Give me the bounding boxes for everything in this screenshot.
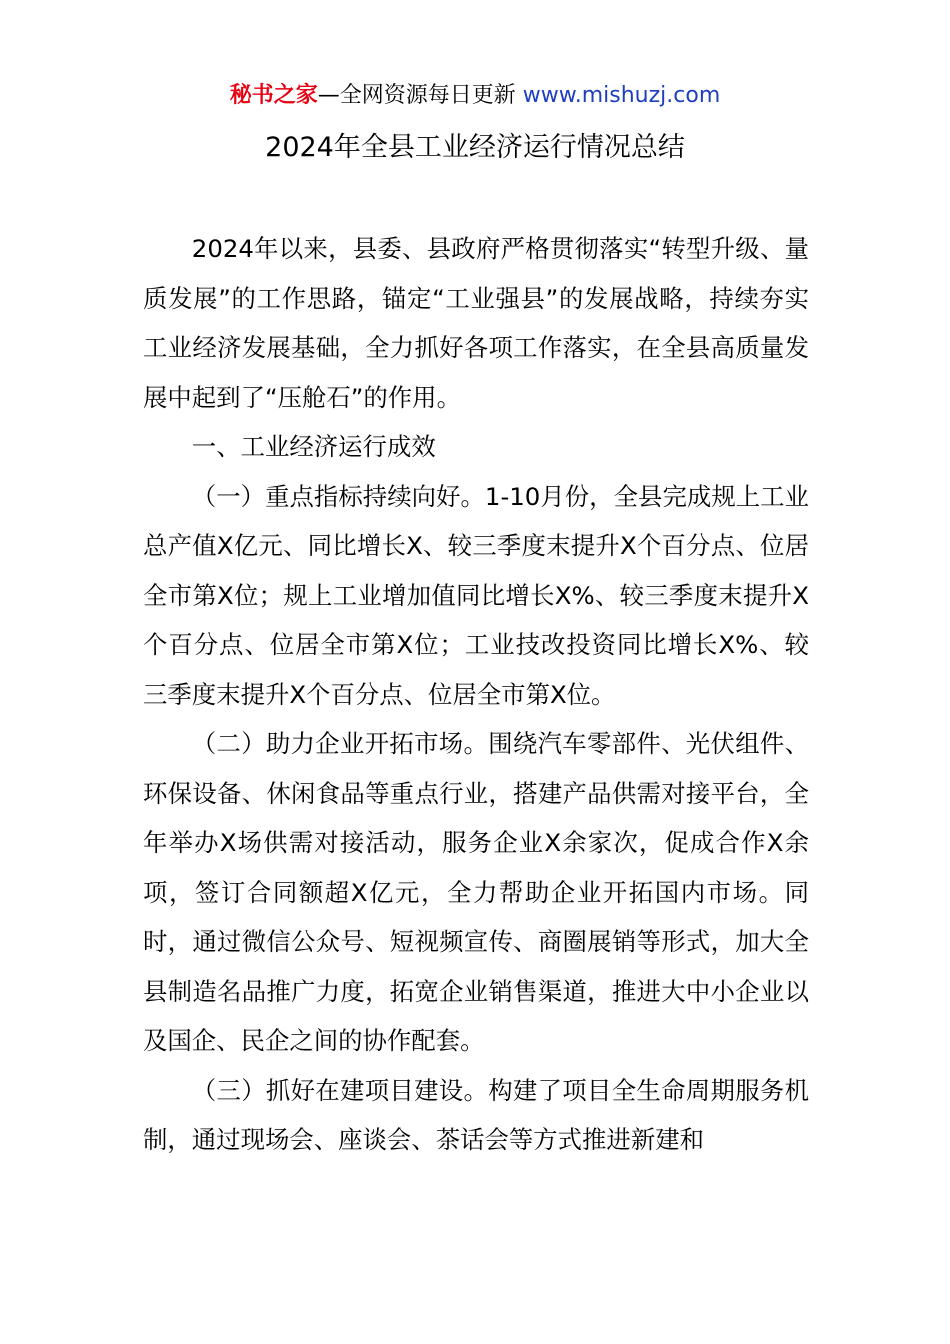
- paragraph-project-construction: （三）抓好在建项目建设。构建了项目全生命周期服务机制，通过现场会、座谈会、茶话会等方式推进新建和: [143, 1075, 809, 1154]
- paragraph-key-indicators: （一）重点指标持续向好。1-10月份，全县完成规上工业总产值X亿元、同比增长X、较三季度末提升X个百分点、位居全市第X位；规上工业增加值同比增长X%、较三季度末提升X个百分点、位居全市第X位；工业技改投资同比增长X%、较三季度末提升X个百分点、位居全市第X位。: [143, 481, 809, 709]
- site-url-link[interactable]: www.mishuzj.com: [522, 83, 721, 108]
- banner-tagline: —全网资源每日更新: [317, 83, 523, 108]
- section-heading: 一、工业经济运行成效: [191, 432, 436, 461]
- intro-paragraph: 2024年以来，县委、县政府严格贯彻落实“转型升级、量质发展”的工作思路，锚定“工业强县”的发展战略，持续夯实工业经济发展基础，全力抓好各项工作落实，在全县高质量发展中起到了“压舱石”的作用。: [143, 234, 809, 412]
- paragraph-market-expansion: （二）助力企业开拓市场。围绕汽车零部件、光伏组件、环保设备、休闲食品等重点行业，搭建产品供需对接平台，全年举办X场供需对接活动，服务企业X余家次，促成合作X余项，签订合同额超X亿元，全力帮助企业开拓国内市场。同时，通过微信公众号、短视频宣传、商圈展销等形式，加大全县制造名品推广力度，拓宽企业销售渠道，推进大中小企业以及国企、民企之间的协作配套。: [143, 729, 809, 1055]
- brand-name: 秘书之家: [229, 83, 318, 108]
- site-banner: [0, 80, 950, 112]
- document-body: [143, 224, 809, 1165]
- document-title: 2024年全县工业经济运行情况总结: [265, 132, 685, 163]
